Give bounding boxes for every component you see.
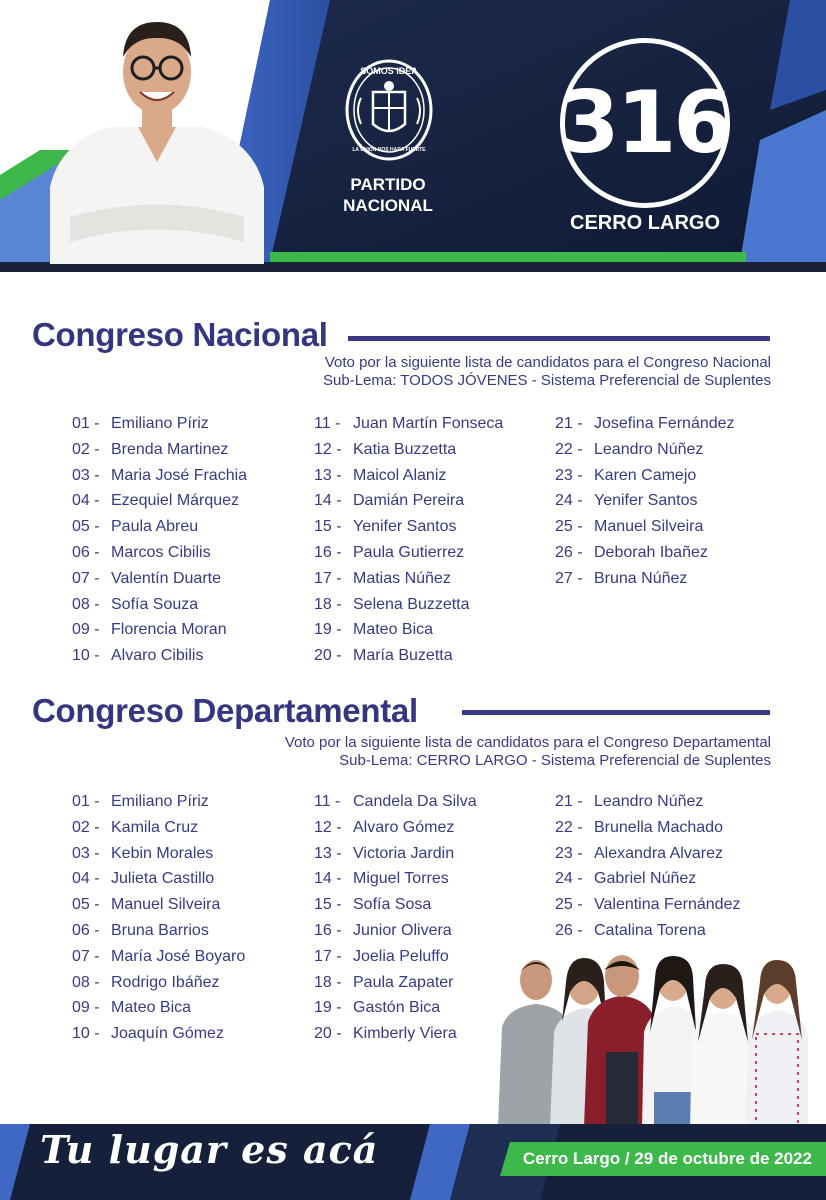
candidate-name: Joelia Peluffo xyxy=(353,947,449,965)
candidate-name: Alvaro Gómez xyxy=(353,818,455,836)
section-subtitle-nacional xyxy=(211,354,771,390)
candidate-number: 19 - xyxy=(314,621,342,639)
candidate-number: 19 - xyxy=(314,999,342,1017)
candidate-row xyxy=(314,411,554,437)
candidate-row xyxy=(555,918,795,944)
candidate-number: 16 - xyxy=(314,921,342,939)
candidate-number: 06 - xyxy=(72,543,100,561)
candidate-name: Brunella Machado xyxy=(594,818,723,836)
candidate-row xyxy=(72,437,312,463)
candidate-name: Julieta Castillo xyxy=(111,870,215,888)
candidate-row xyxy=(72,866,312,892)
candidate-row xyxy=(314,866,554,892)
party-name xyxy=(318,174,458,216)
candidate-name: Alexandra Alvarez xyxy=(594,844,723,862)
department-name: CERRO LARGO xyxy=(570,212,720,234)
subtitle-line-1: Voto por la siguiente lista de candidatos para el Congreso Nacional xyxy=(324,354,771,371)
candidate-number: 08 - xyxy=(72,973,100,991)
candidate-name: Manuel Silveira xyxy=(111,896,221,914)
candidate-number: 03 - xyxy=(72,466,100,484)
person-5 xyxy=(690,964,756,1127)
subtitle-line-2: Sub-Lema: CERRO LARGO - Sistema Preferencial de Suplentes xyxy=(339,752,771,769)
candidate-number: 05 - xyxy=(72,896,100,914)
candidate-name: Valentín Duarte xyxy=(111,569,221,587)
candidate-row xyxy=(555,866,795,892)
candidate-column-nacional-3 xyxy=(555,411,795,592)
candidate-row xyxy=(314,592,554,618)
list-number-badge xyxy=(560,38,730,208)
candidate-number: 03 - xyxy=(72,844,100,862)
candidate-number: 07 - xyxy=(72,947,100,965)
candidate-name: Victoria Jardin xyxy=(353,844,455,862)
candidate-name: María Buzetta xyxy=(353,647,453,665)
candidate-number: 11 - xyxy=(314,415,341,432)
candidate-name: Marcos Cibilis xyxy=(111,543,211,561)
party-name-line1: PARTIDO xyxy=(350,175,426,194)
candidate-number: 11 - xyxy=(314,793,341,810)
candidate-number: 09 - xyxy=(72,621,100,639)
candidate-name: Emiliano Píriz xyxy=(111,415,209,432)
candidate-row xyxy=(314,892,554,918)
candidate-name: María José Boyaro xyxy=(111,947,246,965)
candidate-number: 25 - xyxy=(555,518,583,536)
candidate-number: 21 - xyxy=(555,793,583,810)
candidate-column-nacional-1 xyxy=(72,411,312,669)
candidate-photo xyxy=(50,12,264,264)
candidate-number: 26 - xyxy=(555,543,583,561)
person-6 xyxy=(746,960,808,1127)
header-banner xyxy=(0,0,826,272)
candidate-name: Gabriel Núñez xyxy=(594,870,697,888)
candidate-name: Maicol Alaniz xyxy=(353,466,447,484)
candidate-number: 08 - xyxy=(72,595,100,613)
candidate-name: Gastón Bica xyxy=(353,999,441,1017)
candidate-row xyxy=(72,643,312,669)
candidate-name: Matias Núñez xyxy=(353,569,451,587)
candidate-name: Rodrigo Ibáñez xyxy=(111,973,220,991)
candidate-row xyxy=(72,566,312,592)
candidate-row xyxy=(314,841,554,867)
candidate-row xyxy=(555,789,795,815)
candidate-number: 22 - xyxy=(555,818,583,836)
svg-text:LA UNION NOS HARA FUERTE: LA UNION NOS HARA FUERTE xyxy=(352,147,426,153)
candidate-row xyxy=(314,617,554,643)
candidate-row xyxy=(314,437,554,463)
candidate-number: 01 - xyxy=(72,793,100,810)
candidate-row xyxy=(555,841,795,867)
candidate-name: Kimberly Viera xyxy=(353,1025,457,1043)
party-emblem-icon xyxy=(343,58,435,162)
candidate-number: 21 - xyxy=(555,415,583,432)
candidate-number: 12 - xyxy=(314,440,342,458)
candidate-row xyxy=(314,566,554,592)
candidate-name: Miguel Torres xyxy=(353,870,449,888)
candidate-name: Damián Pereira xyxy=(353,492,465,510)
candidate-row xyxy=(314,643,554,669)
candidate-number: 01 - xyxy=(72,415,100,432)
svg-text:SOMOS IDEA: SOMOS IDEA xyxy=(360,66,418,76)
candidate-name: Valentina Fernández xyxy=(594,896,741,914)
candidate-number: 10 - xyxy=(72,647,100,665)
candidate-name: Leandro Núñez xyxy=(594,440,704,458)
candidate-row xyxy=(72,514,312,540)
candidate-name: Leandro Núñez xyxy=(594,793,704,810)
candidate-number: 16 - xyxy=(314,543,342,561)
candidate-name: Juan Martín Fonseca xyxy=(353,415,504,432)
candidate-row xyxy=(72,488,312,514)
candidate-row xyxy=(314,488,554,514)
candidate-name: Deborah Ibañez xyxy=(594,543,708,561)
candidate-name: Bruna Barrios xyxy=(111,921,209,939)
candidate-number: 23 - xyxy=(555,466,583,484)
candidate-number: 02 - xyxy=(72,818,100,836)
candidate-name: Kebin Morales xyxy=(111,844,214,862)
candidate-row xyxy=(72,995,312,1021)
candidate-name: Emiliano Píriz xyxy=(111,793,209,810)
candidate-name: Katia Buzzetta xyxy=(353,440,457,458)
candidate-row xyxy=(72,918,312,944)
candidate-name: Yenifer Santos xyxy=(353,518,457,536)
candidate-name: Mateo Bica xyxy=(111,999,192,1017)
candidate-row xyxy=(72,463,312,489)
section-subtitle-departamental xyxy=(211,734,771,770)
candidate-name: Josefina Fernández xyxy=(594,415,735,432)
candidate-name: Candela Da Silva xyxy=(353,793,477,810)
candidate-row xyxy=(314,514,554,540)
candidate-number: 10 - xyxy=(72,1025,100,1043)
candidate-column-nacional-2 xyxy=(314,411,554,669)
candidate-row xyxy=(555,463,795,489)
subtitle-line-2: Sub-Lema: TODOS JÓVENES - Sistema Preferencial de Suplentes xyxy=(323,372,771,389)
candidate-name: Sofía Souza xyxy=(111,595,199,613)
list-number: 316 xyxy=(559,73,731,173)
candidate-number: 22 - xyxy=(555,440,583,458)
candidate-row xyxy=(555,566,795,592)
candidate-row xyxy=(72,892,312,918)
candidate-number: 04 - xyxy=(72,492,100,510)
section-rule-nacional xyxy=(348,336,770,341)
candidate-name: Manuel Silveira xyxy=(594,518,704,536)
candidate-row xyxy=(314,815,554,841)
candidate-number: 20 - xyxy=(314,647,342,665)
candidate-row xyxy=(555,815,795,841)
candidate-number: 27 - xyxy=(555,569,583,587)
candidate-name: Mateo Bica xyxy=(353,621,434,639)
candidate-number: 18 - xyxy=(314,595,342,613)
candidate-name: Paula Zapater xyxy=(353,973,454,991)
candidate-number: 17 - xyxy=(314,569,342,587)
candidate-number: 18 - xyxy=(314,973,342,991)
candidate-row xyxy=(555,514,795,540)
section-rule-departamental xyxy=(462,710,770,715)
candidate-name: Yenifer Santos xyxy=(594,492,698,510)
candidate-number: 14 - xyxy=(314,492,342,510)
candidate-number: 24 - xyxy=(555,870,583,888)
candidate-number: 07 - xyxy=(72,569,100,587)
candidate-name: Catalina Torena xyxy=(594,921,706,939)
candidate-number: 15 - xyxy=(314,896,342,914)
candidate-row xyxy=(72,841,312,867)
candidate-number: 23 - xyxy=(555,844,583,862)
candidate-row xyxy=(72,592,312,618)
candidate-name: Bruna Núñez xyxy=(594,569,688,587)
candidate-row xyxy=(72,1021,312,1047)
candidate-row xyxy=(314,789,554,815)
candidate-row xyxy=(314,918,554,944)
candidate-row xyxy=(314,540,554,566)
candidate-name: Brenda Martinez xyxy=(111,440,229,458)
candidate-column-departamental-3 xyxy=(555,789,795,944)
candidate-row xyxy=(555,892,795,918)
candidate-number: 20 - xyxy=(314,1025,342,1043)
candidate-row xyxy=(555,411,795,437)
candidate-number: 13 - xyxy=(314,466,342,484)
section-title-nacional: Congreso Nacional xyxy=(32,316,328,353)
candidate-row xyxy=(72,944,312,970)
candidate-number: 13 - xyxy=(314,844,342,862)
candidate-number: 14 - xyxy=(314,870,342,888)
candidate-name: Paula Gutierrez xyxy=(353,543,465,561)
candidate-name: Karen Camejo xyxy=(594,466,697,484)
subtitle-line-1: Voto por la siguiente lista de candidatos para el Congreso Departamental xyxy=(284,734,771,751)
candidate-number: 02 - xyxy=(72,440,100,458)
candidate-number: 24 - xyxy=(555,492,583,510)
candidate-row xyxy=(72,815,312,841)
candidate-row xyxy=(72,540,312,566)
candidate-number: 05 - xyxy=(72,518,100,536)
candidate-row xyxy=(314,463,554,489)
youth-group-photo xyxy=(498,952,818,1127)
candidate-row xyxy=(72,617,312,643)
candidate-name: Florencia Moran xyxy=(111,621,227,639)
candidate-row xyxy=(555,540,795,566)
candidate-name: Maria José Frachia xyxy=(111,466,248,484)
candidate-number: 25 - xyxy=(555,896,583,914)
candidate-name: Alvaro Cibilis xyxy=(111,647,204,665)
candidate-row xyxy=(72,411,312,437)
candidate-number: 26 - xyxy=(555,921,583,939)
candidate-name: Joaquín Gómez xyxy=(111,1025,224,1043)
candidate-name: Sofía Sosa xyxy=(353,896,432,914)
candidate-name: Kamila Cruz xyxy=(111,818,199,836)
candidate-name: Selena Buzzetta xyxy=(353,595,470,613)
slogan: Tu lugar es acá xyxy=(40,1127,379,1172)
candidate-row xyxy=(555,437,795,463)
candidate-number: 17 - xyxy=(314,947,342,965)
candidate-number: 06 - xyxy=(72,921,100,939)
footer-date: Cerro Largo / 29 de octubre de 2022 xyxy=(522,1149,812,1168)
party-name-line2: NACIONAL xyxy=(343,196,433,215)
candidate-name: Junior Olivera xyxy=(353,921,452,939)
candidate-row xyxy=(72,789,312,815)
candidate-number: 04 - xyxy=(72,870,100,888)
section-title-departamental: Congreso Departamental xyxy=(32,692,418,729)
candidate-column-departamental-1 xyxy=(72,789,312,1047)
candidate-number: 15 - xyxy=(314,518,342,536)
candidate-row xyxy=(555,488,795,514)
candidate-row xyxy=(72,970,312,996)
candidate-number: 12 - xyxy=(314,818,342,836)
candidate-name: Paula Abreu xyxy=(111,518,199,536)
candidate-name: Ezequiel Márquez xyxy=(111,492,240,510)
candidate-number: 09 - xyxy=(72,999,100,1017)
